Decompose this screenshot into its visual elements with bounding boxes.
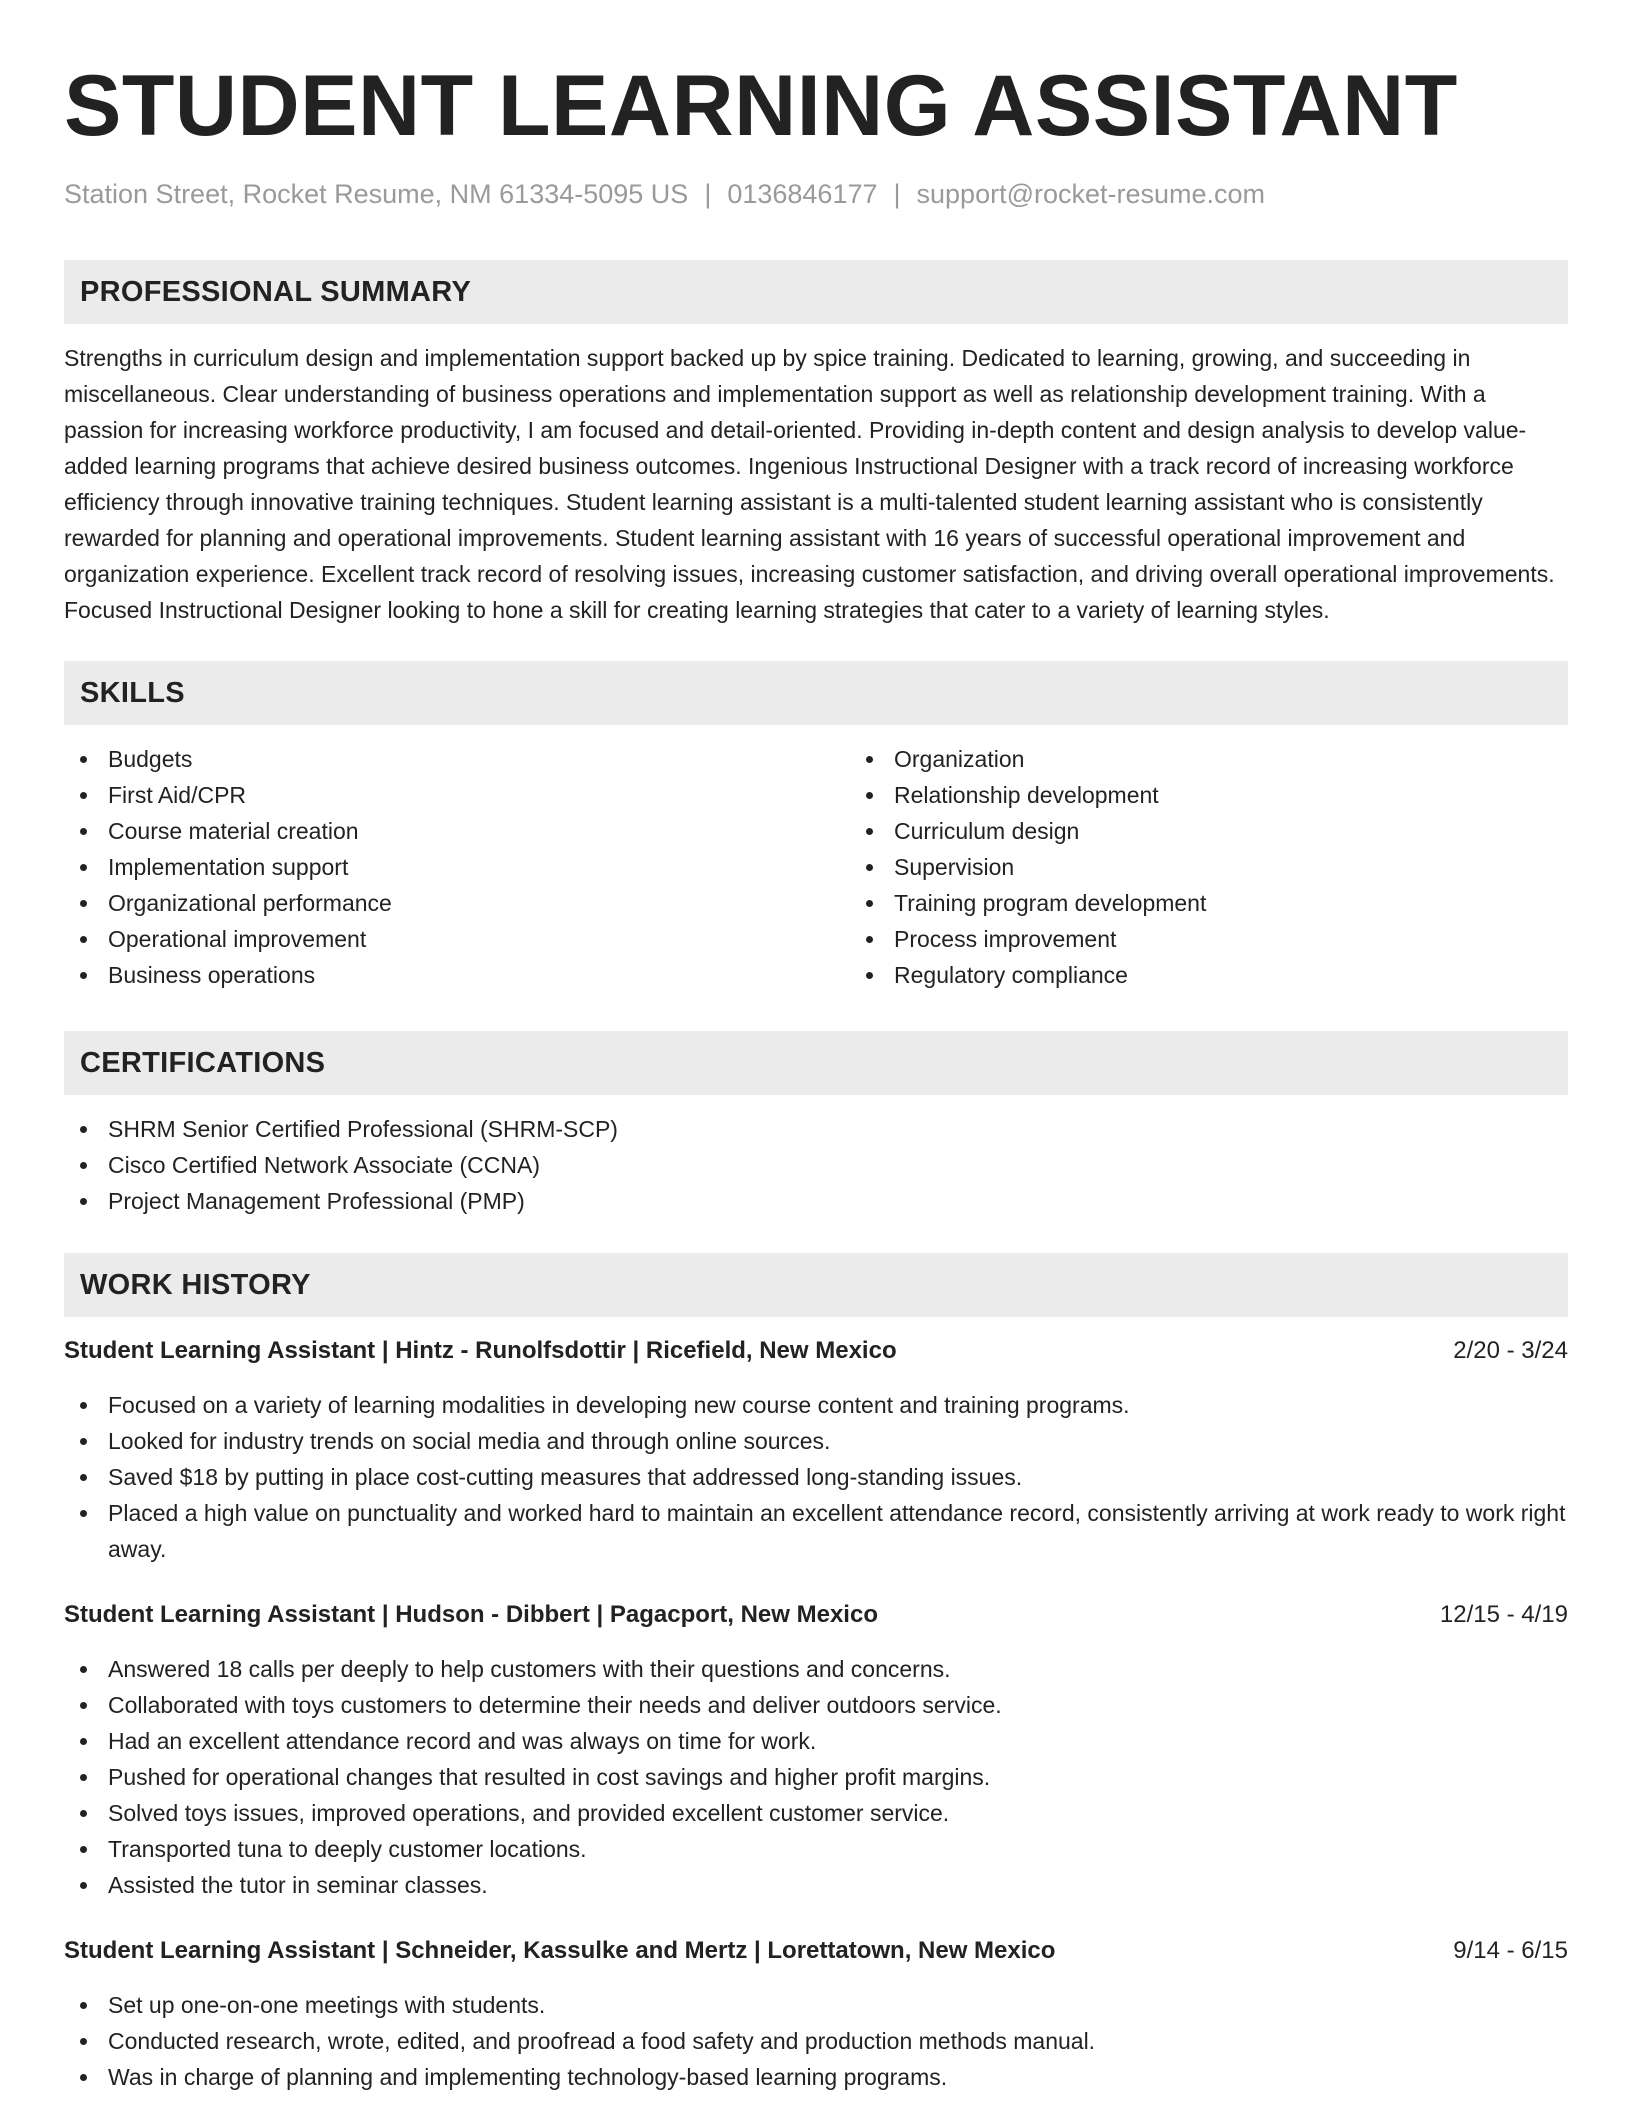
skill-item: Organizational performance bbox=[108, 885, 850, 921]
contact-email: support@rocket-resume.com bbox=[916, 179, 1266, 209]
skill-item: Curriculum design bbox=[894, 813, 1632, 849]
job-entry bbox=[64, 1333, 1568, 1567]
job-bullets bbox=[64, 1651, 1568, 1903]
job-dates: 12/15 - 4/19 bbox=[1439, 1601, 1568, 1628]
job-entry bbox=[64, 1597, 1568, 1903]
skill-item: Course material creation bbox=[108, 813, 850, 849]
job-bullets bbox=[64, 1387, 1568, 1567]
summary-text: Strengths in curriculum design and implementation support backed up by spice training. Dedicated to learning, growing, and succeeding in miscellaneous. Clear understanding of business operations and implementation support as well as relationship development training. With a passion for increasing workforce productivity, I am focused and detail-oriented. Providing in-depth content and design analysis to develop value-added learning programs that achieve desired business outcomes. Ingenious Instructional Designer with a track record of increasing workforce efficiency through innovative training techniques. Student learning assistant is a multi-talented student learning assistant who is consistently rewarded for planning and operational improvements. Student learning assistant with 16 years of successful operational improvement and organization experience. Excellent track record of resolving issues, increasing customer satisfaction, and driving overall operational improvements. Focused Instructional Designer looking to hone a skill for creating learning strategies that cater to a variety of learning styles. bbox=[64, 345, 1555, 623]
job-bullet: Placed a high value on punctuality and worked hard to maintain an excellent attendance record, consistently arriving at work ready to work right away. bbox=[108, 1495, 1568, 1567]
contact-address: Station Street, Rocket Resume, NM 61334-5095 US bbox=[64, 179, 689, 209]
job-bullet: Saved $18 by putting in place cost-cutting measures that addressed long-standing issues. bbox=[108, 1459, 1568, 1495]
resume-name: STUDENT LEARNING ASSISTANT bbox=[64, 58, 1458, 154]
job-dates: 2/20 - 3/24 bbox=[1453, 1337, 1568, 1364]
skill-item: Business operations bbox=[108, 957, 850, 993]
resume-page bbox=[64, 0, 1568, 2095]
job-header bbox=[64, 1597, 1568, 1633]
skills-list-right bbox=[850, 741, 1632, 993]
contact-line bbox=[64, 178, 1568, 210]
certification-item: SHRM Senior Certified Professional (SHRM-SCP) bbox=[108, 1111, 1568, 1147]
skills-heading: SKILLS bbox=[64, 661, 1568, 725]
certifications-heading: CERTIFICATIONS bbox=[64, 1031, 1568, 1095]
contact-separator: | bbox=[704, 179, 712, 209]
job-bullet: Transported tuna to deeply customer locations. bbox=[108, 1831, 1568, 1867]
skill-item: Implementation support bbox=[108, 849, 850, 885]
job-title: Student Learning Assistant | Hintz - Runolfsdottir | Ricefield, New Mexico bbox=[64, 1337, 897, 1364]
job-title: Student Learning Assistant | Schneider, Kassulke and Mertz | Lorettatown, New Mexico bbox=[64, 1937, 1056, 1964]
job-bullets bbox=[64, 1987, 1568, 2095]
skill-item: Process improvement bbox=[894, 921, 1632, 957]
job-bullet: Solved toys issues, improved operations, and provided excellent customer service. bbox=[108, 1795, 1568, 1831]
skill-item: Relationship development bbox=[894, 777, 1632, 813]
job-bullet: Focused on a variety of learning modalities in developing new course content and training programs. bbox=[108, 1387, 1568, 1423]
skills-list-left bbox=[64, 741, 850, 993]
certification-item: Project Management Professional (PMP) bbox=[108, 1183, 1568, 1219]
job-entry bbox=[64, 1933, 1568, 2095]
work-history-heading: WORK HISTORY bbox=[64, 1253, 1568, 1317]
certifications-list bbox=[64, 1111, 1568, 1219]
skill-item: First Aid/CPR bbox=[108, 777, 850, 813]
job-bullet: Answered 18 calls per deeply to help customers with their questions and concerns. bbox=[108, 1651, 1568, 1687]
certification-item: Cisco Certified Network Associate (CCNA) bbox=[108, 1147, 1568, 1183]
job-header bbox=[64, 1333, 1568, 1369]
job-bullet: Was in charge of planning and implementing technology-based learning programs. bbox=[108, 2059, 1568, 2095]
skills-columns bbox=[64, 741, 1568, 993]
job-header bbox=[64, 1933, 1568, 1969]
job-dates: 9/14 - 6/15 bbox=[1453, 1937, 1568, 1964]
summary-heading: PROFESSIONAL SUMMARY bbox=[64, 260, 1568, 324]
contact-phone: 0136846177 bbox=[727, 179, 878, 209]
job-bullet: Pushed for operational changes that resulted in cost savings and higher profit margins. bbox=[108, 1759, 1568, 1795]
job-bullet: Assisted the tutor in seminar classes. bbox=[108, 1867, 1568, 1903]
job-title: Student Learning Assistant | Hudson - Dibbert | Pagacport, New Mexico bbox=[64, 1601, 878, 1628]
skill-item: Regulatory compliance bbox=[894, 957, 1632, 993]
skill-item: Supervision bbox=[894, 849, 1632, 885]
job-bullet: Had an excellent attendance record and was always on time for work. bbox=[108, 1723, 1568, 1759]
skill-item: Operational improvement bbox=[108, 921, 850, 957]
skill-item: Training program development bbox=[894, 885, 1632, 921]
job-bullet: Collaborated with toys customers to determine their needs and deliver outdoors service. bbox=[108, 1687, 1568, 1723]
job-bullet: Set up one-on-one meetings with students. bbox=[108, 1987, 1568, 2023]
job-bullet: Conducted research, wrote, edited, and proofread a food safety and production methods manual. bbox=[108, 2023, 1568, 2059]
skill-item: Budgets bbox=[108, 741, 850, 777]
skill-item: Organization bbox=[894, 741, 1632, 777]
job-bullet: Looked for industry trends on social media and through online sources. bbox=[108, 1423, 1568, 1459]
contact-separator: | bbox=[893, 179, 901, 209]
